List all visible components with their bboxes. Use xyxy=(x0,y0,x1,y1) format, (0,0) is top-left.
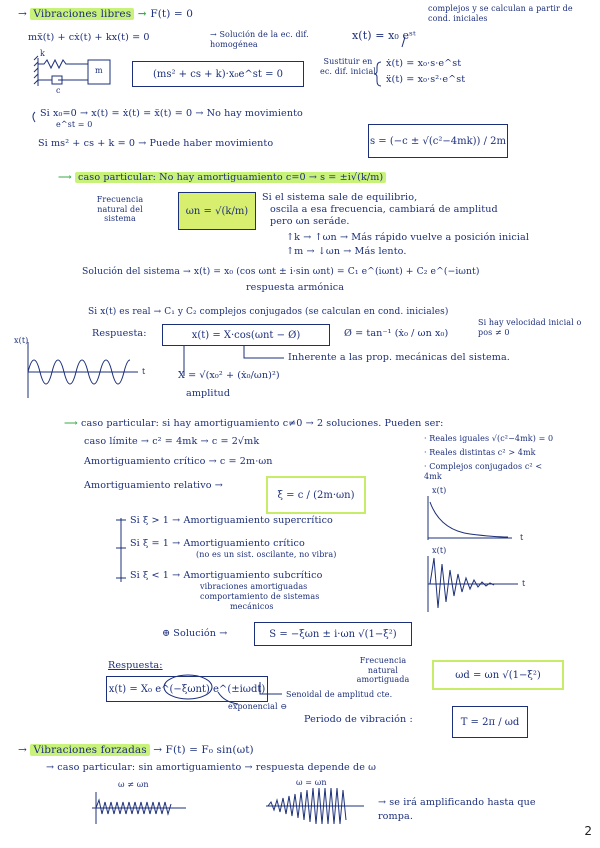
particular1-heading: ⟶ caso particular: No hay amortiguamiento c=0 → s = ±i√(k/m) xyxy=(58,172,386,184)
forced-off-resonance-plot xyxy=(92,792,186,824)
option-real-equal: · Reales iguales √(c²−4mk) = 0 xyxy=(424,434,554,443)
option-complex: · Complejos conjugados c² < 4mk xyxy=(424,462,543,481)
response-label-2: Respuesta: xyxy=(108,660,163,671)
substitute-note: Sustituir en ec. dif. inicial xyxy=(320,57,376,76)
forced-particular: → caso particular: sin amortiguamiento → respuesta depende de ω xyxy=(46,762,377,773)
libres-title: Vibraciones libres xyxy=(30,8,134,20)
desc-line-3: pero ωn seráde. xyxy=(270,216,350,227)
second-derivative: ẍ(t) = x₀·s²·e^st xyxy=(386,74,466,85)
homogeneous-note: → Solución de la ec. dif. homogénea xyxy=(210,30,309,49)
natural-frequency-box: ωn = √(k/m) xyxy=(178,192,256,230)
exponential-label: exponencial ⊖ xyxy=(228,702,288,711)
damper-label-c: c xyxy=(56,86,61,95)
amplitude-label: amplitud xyxy=(186,388,231,399)
damped-response-box: x(t) = X₀ e^(−ξωnt) e^(±iωdt) xyxy=(106,676,268,702)
complex-note: complejos y se calculan a partir de cond. iniciales xyxy=(428,4,573,23)
plot2-y-label: x(t) xyxy=(432,486,447,495)
forced-heading: → Vibraciones forzadas → F(t) = F₀ sin(ωt) xyxy=(18,744,254,756)
critical-case: Si ξ = 1 → Amortiguamiento crítico xyxy=(130,538,305,549)
forced-force: → F(t) = F₀ sin(ωt) xyxy=(153,744,254,756)
spring-label-k: k xyxy=(40,49,45,58)
option-real-distinct: · Reales distintas c² > 4mk xyxy=(424,448,536,457)
subcritical-note-2: comportamiento de sistemas xyxy=(200,592,320,601)
page-number: 2 xyxy=(584,824,592,838)
period-label: Periodo de vibración : xyxy=(304,714,413,725)
subcritical-note-1: vibraciones amortiguadas xyxy=(200,582,308,591)
resonance-label: ω = ωn xyxy=(296,778,327,787)
case-zero-sub: e^st = 0 xyxy=(56,120,93,129)
particular2-title: caso particular: si hay amortiguamiento c≠0 → 2 soluciones. Pueden ser: xyxy=(81,418,444,429)
overdamped-decay-plot xyxy=(428,496,512,540)
plot3-t-label: t xyxy=(522,579,526,588)
harmonic-response: respuesta armónica xyxy=(246,282,345,293)
underdamped-oscillation-plot xyxy=(428,556,518,612)
amplify-note: → se irá amplificando hasta que rompa. xyxy=(378,797,536,822)
case-nonzero-line: Si ms² + cs + k = 0 → Puede haber movimiento xyxy=(38,138,274,149)
real-solution-note: Si x(t) es real → C₁ y C₂ complejos conjugados (se calculan en cond. iniciales) xyxy=(88,307,449,317)
damped-roots-box: S = −ξωn ± i·ωn √(1−ξ²) xyxy=(254,622,412,646)
undamped-response-plot xyxy=(28,342,138,398)
solution-label: ⊕ Solución → xyxy=(162,628,228,639)
roots-box: s = (−c ± √(c²−4mk)) / 2m xyxy=(368,124,508,158)
phase-note: Si hay velocidad inicial o pos ≠ 0 xyxy=(478,318,582,337)
case-zero-line: Si x₀=0 → x(t) = ẋ(t) = ẍ(t) = 0 → No hay movimiento xyxy=(40,108,303,119)
desc-line-2: oscila a esa frecuencia, cambiará de amplitud xyxy=(270,204,498,215)
natural-frequency-label: Frecuencia natural del sistema xyxy=(96,195,144,223)
plot1-t-label: t xyxy=(142,367,146,376)
critical-case-note: (no es un sist. oscilante, no vibra) xyxy=(196,550,337,559)
subcritical-case: Si ξ < 1 → Amortiguamiento subcrítico xyxy=(130,570,323,581)
supercritical-case: Si ξ > 1 → Amortiguamiento supercrítico xyxy=(130,515,333,526)
damped-frequency-label: Frecuencia natural amortiguada xyxy=(356,656,410,684)
damping-ratio-box: ξ = c / (2m·ωn) xyxy=(266,476,366,514)
equation-of-motion: mẍ(t) + cẋ(t) + kx(t) = 0 xyxy=(28,32,150,43)
off-resonance-label: ω ≠ ωn xyxy=(118,780,149,789)
harmonic-response-box: x(t) = X·cos(ωnt − Ø) xyxy=(162,324,330,346)
relative-damping-label: Amortiguamiento relativo → xyxy=(84,480,223,491)
forced-resonance-plot xyxy=(266,788,364,824)
limit-case: caso límite → c² = 4mk → c = 2√mk xyxy=(84,436,260,447)
first-derivative: ẋ(t) = x₀·s·e^st xyxy=(386,58,462,69)
damped-frequency-box: ωd = ωn √(1−ξ²) xyxy=(432,660,564,690)
libres-heading: → Vibraciones libres → F(t) = 0 xyxy=(18,8,193,20)
period-box: T = 2π / ωd xyxy=(452,706,528,738)
desc-line-4: ↑k → ↑ωn → Más rápido vuelve a posición inicial xyxy=(286,232,530,243)
particular1-title: caso particular: No hay amortiguamiento c=0 → s = ±i√(k/m) xyxy=(75,172,386,183)
desc-line-5: ↑m → ↓ωn → Más lento. xyxy=(286,246,407,257)
plot2-t-label: t xyxy=(520,533,524,542)
phase-angle: Ø = tan⁻¹ (ẋ₀ / ωn x₀) xyxy=(344,328,449,339)
response-label-1: Respuesta: xyxy=(92,328,147,339)
critical-damping: Amortiguamiento crítico → c = 2m·ωn xyxy=(84,456,273,467)
inherent-note: Inherente a las prop. mecánicas del sistema. xyxy=(288,352,510,363)
particular2-heading: ⟶ caso particular: si hay amortiguamiento c≠0 → 2 soluciones. Pueden ser: xyxy=(64,418,444,429)
characteristic-equation-box: (ms² + cs + k)·x₀e^st = 0 xyxy=(132,61,304,87)
subcritical-note-3: mecánicos xyxy=(230,602,274,611)
libres-force: F(t) = 0 xyxy=(150,8,193,20)
amplitude-formula: X = √(x₀² + (ẋ₀/ωn)²) xyxy=(178,370,280,381)
plot1-y-label: x(t) xyxy=(14,336,29,345)
forced-title: Vibraciones forzadas xyxy=(30,744,149,756)
mass-label-m: m xyxy=(95,66,103,75)
desc-line-1: Si el sistema sale de equilibrio, xyxy=(262,192,418,203)
system-solution: Solución del sistema → x(t) = x₀ (cos ωnt ± i·sin ωnt) = C₁ e^(iωnt) + C₂ e^(−iωnt) xyxy=(82,266,480,277)
forced-particular-text: caso particular: sin amortiguamiento → respuesta depende de ω xyxy=(57,762,377,773)
exponential-solution: x(t) = x₀ eˢᵗ xyxy=(352,29,416,42)
sinusoidal-label: Senoidal de amplitud cte. xyxy=(286,690,393,699)
plot3-y-label: x(t) xyxy=(432,546,447,555)
